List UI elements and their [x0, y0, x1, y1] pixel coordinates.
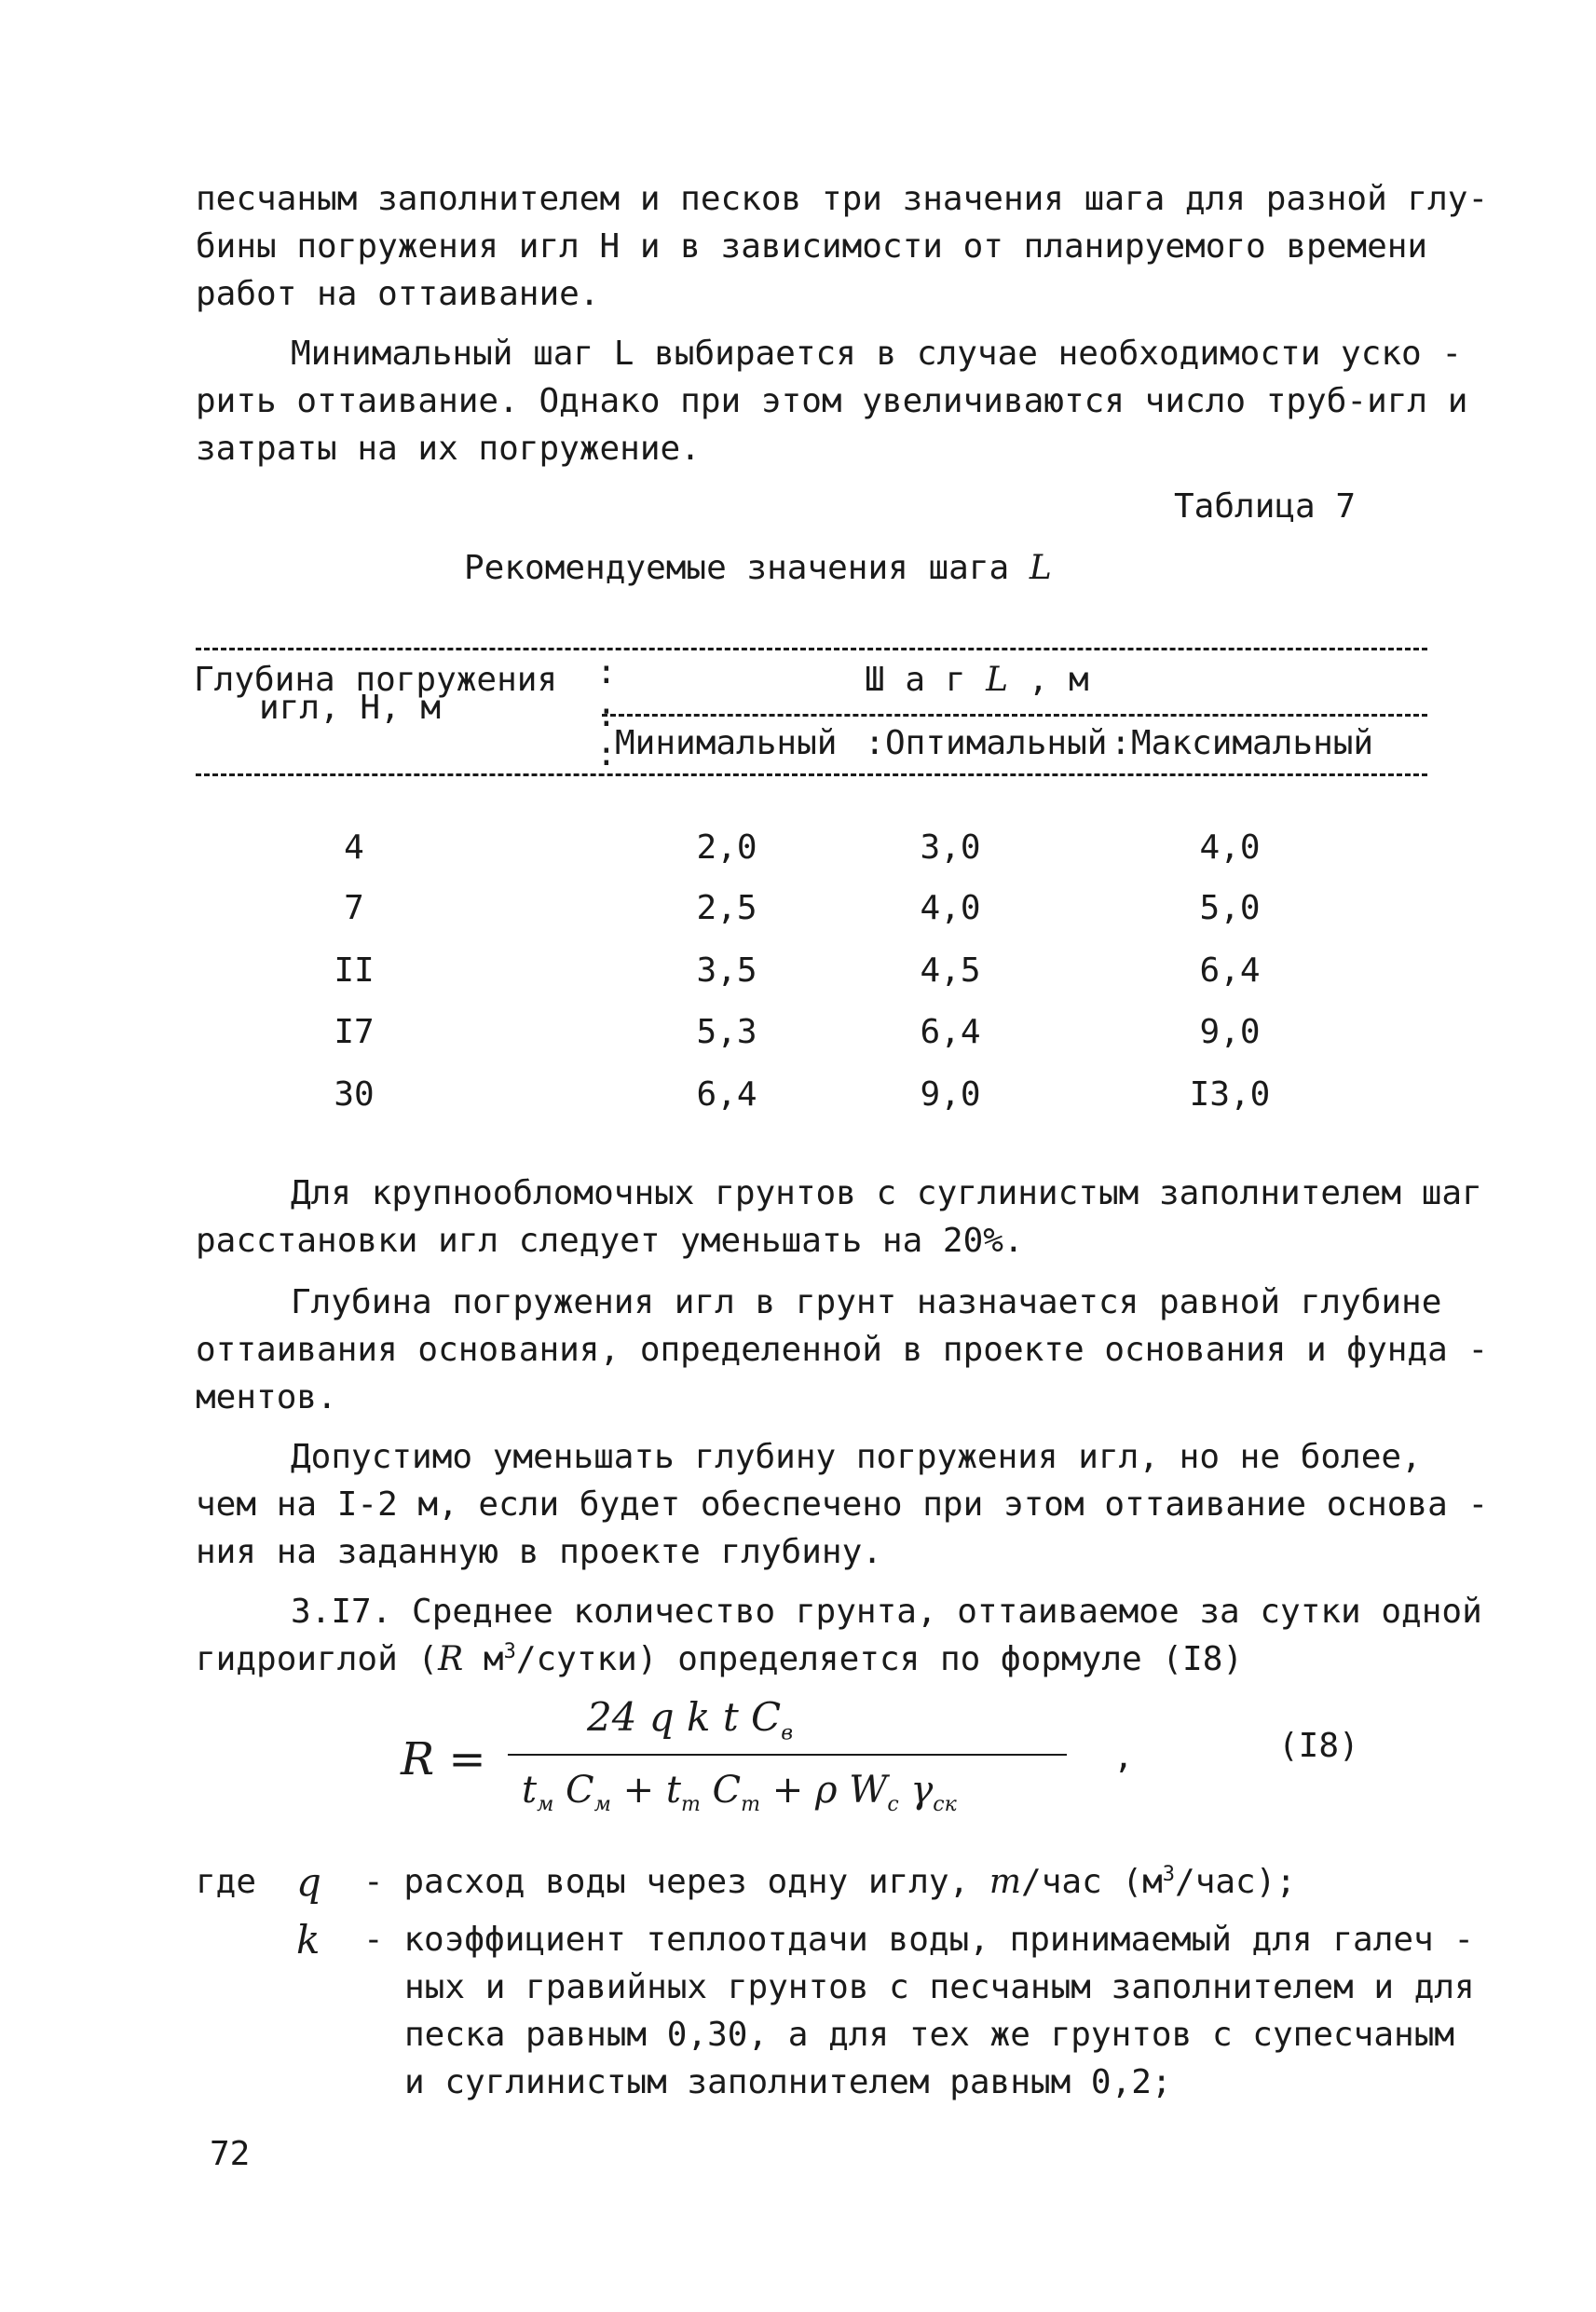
- header-colon: :: [596, 735, 617, 773]
- depth-paragraph: [196, 1279, 1488, 1421]
- text-line: Глубина погружения игл в грунт назначается равной глубине: [291, 1283, 1442, 1321]
- subscript: ск: [933, 1793, 957, 1816]
- fraction-bar: [508, 1754, 1067, 1756]
- header-colon: :: [596, 696, 617, 734]
- formula-text: γ: [898, 1769, 934, 1812]
- step-header: [865, 662, 1089, 699]
- page-number: 72: [210, 2135, 251, 2173]
- text-segment: /час (м: [1021, 1863, 1163, 1901]
- text-segment: - расход воды через одну иглу,: [363, 1863, 970, 1901]
- text-line: чем на I-2 м, если будет обеспечено при этом оттаивание основа -: [196, 1485, 1489, 1524]
- step-header-text: Ш а г: [865, 661, 966, 699]
- max-cell: 4,0: [1199, 828, 1261, 867]
- definition-q: [363, 1858, 1296, 1906]
- step-header-unit: , м: [1028, 661, 1089, 699]
- formula-numerator: [587, 1694, 794, 1745]
- subscript: т: [680, 1793, 701, 1816]
- text-line: Минимальный шаг L выбирается в случае необходимости уско -: [291, 335, 1463, 373]
- depth-cell: 4: [344, 828, 364, 867]
- subscript: в: [781, 1721, 794, 1745]
- table-caption-symbol: L: [1029, 549, 1052, 587]
- depth-header-line1: Глубина погружения: [194, 661, 558, 699]
- symbol-m: m: [989, 1863, 1022, 1901]
- text-segment: м: [463, 1640, 504, 1678]
- text-line: Допустимо уменьшать глубину погружения игл, но не более,: [291, 1438, 1422, 1476]
- text-line: оттаивания основания, определенной в проекте основания и фунда -: [196, 1331, 1489, 1369]
- text-line: 3.I7. Среднее количество грунта, оттаиваемое за сутки одной: [291, 1593, 1482, 1631]
- min-cell: 2,5: [696, 889, 757, 927]
- section-3-17-paragraph: [196, 1588, 1482, 1683]
- text-line: песчаным заполнителем и песков три значения шага для разной глу-: [196, 180, 1489, 218]
- table-number-label: Таблица 7: [1174, 487, 1357, 526]
- depth-header-line2: игл, H, м: [259, 689, 442, 727]
- max-cell: I3,0: [1189, 1075, 1271, 1114]
- max-cell: 9,0: [1199, 1013, 1261, 1051]
- text-line: ных и гравийных грунтов с песчаным заполнителем и для: [404, 1968, 1475, 2006]
- text-segment: /сутки) определяется по формуле (I8): [515, 1640, 1244, 1678]
- text-line: песка равным 0,30, а для тех же грунтов с супесчаным: [404, 2016, 1455, 2054]
- min-cell: 6,4: [696, 1075, 757, 1114]
- min-cell: 5,3: [696, 1013, 757, 1051]
- text-line: работ на оттаивание.: [196, 275, 600, 313]
- header-colon: :: [865, 724, 885, 762]
- depth-cell: 30: [334, 1075, 375, 1114]
- max-cell: 5,0: [1199, 889, 1261, 927]
- table-mid-rule: [602, 714, 1427, 717]
- subscript: м: [593, 1793, 611, 1816]
- subscript: м: [537, 1793, 554, 1816]
- depth-cell: I7: [334, 1013, 375, 1051]
- coarse-soils-paragraph: [196, 1170, 1482, 1265]
- col-header-min: Минимальный: [615, 724, 838, 762]
- table-caption-text: Рекомендуемые значения шага: [464, 549, 1010, 587]
- symbol-q: q: [296, 1859, 321, 1905]
- definition-k: [363, 1916, 1475, 2106]
- text-line: [196, 1635, 1482, 1683]
- step-header-symbol: L: [986, 661, 1008, 699]
- formula-text: C: [566, 1769, 594, 1812]
- text-segment: гидроиглой (: [196, 1640, 439, 1678]
- text-line: Для крупнообломочных грунтов с суглинистым заполнителем шаг: [291, 1174, 1482, 1212]
- opt-cell: 6,4: [920, 1013, 981, 1051]
- table-caption: [464, 544, 1052, 592]
- formula-denominator: [522, 1769, 957, 1816]
- definitions-where: где: [196, 1863, 257, 1901]
- col-header-opt: Оптимальный: [885, 724, 1108, 762]
- text-line: расстановки игл следует уменьшать на 20%.: [196, 1222, 1024, 1260]
- depth-cell: 7: [344, 889, 364, 927]
- text-line: ния на заданную в проекте глубину.: [196, 1533, 882, 1571]
- text-line: бины погружения игл H и в зависимости от планируемого времени: [196, 227, 1428, 266]
- text-line: рить оттаивание. Однако при этом увеличиваются число труб-игл и: [196, 382, 1468, 420]
- formula-text: + ρ W: [760, 1769, 888, 1812]
- min-cell: 3,5: [696, 951, 757, 990]
- opt-cell: 9,0: [920, 1075, 981, 1114]
- formula-number: (I8): [1278, 1727, 1359, 1765]
- table-header-bottom-rule: [196, 773, 1427, 776]
- symbol-r: R: [438, 1640, 464, 1678]
- min-step-paragraph: [196, 330, 1467, 472]
- formula-text: + t: [610, 1769, 681, 1812]
- subscript: т: [741, 1793, 761, 1816]
- formula-text: t: [522, 1769, 538, 1812]
- header-colon: :: [596, 653, 617, 691]
- opt-cell: 3,0: [920, 828, 981, 867]
- symbol-k: k: [296, 1917, 321, 1963]
- opt-cell: 4,5: [920, 951, 981, 990]
- header-colon: :: [1111, 724, 1131, 762]
- opt-cell: 4,0: [920, 889, 981, 927]
- subscript: с: [887, 1793, 899, 1816]
- formula-comma: ,: [1113, 1738, 1134, 1776]
- text-line: затраты на их погружение.: [196, 430, 701, 468]
- reduce-depth-paragraph: [196, 1433, 1488, 1576]
- text-line: ментов.: [196, 1378, 337, 1416]
- text-line: и суглинистым заполнителем равным 0,2;: [404, 2063, 1172, 2101]
- formula-text: C: [712, 1769, 742, 1812]
- table-top-rule: [196, 648, 1427, 650]
- formula-text: 24 q k t C: [587, 1694, 782, 1740]
- col-header-max: Максимальный: [1131, 724, 1374, 762]
- formula-lhs: R =: [401, 1733, 486, 1785]
- superscript: 3: [1162, 1863, 1176, 1886]
- max-cell: 6,4: [1199, 951, 1261, 990]
- depth-cell: II: [334, 951, 375, 990]
- text-line: - коэффициент теплоотдачи воды, принимаемый для галеч -: [363, 1921, 1475, 1959]
- intro-paragraph: [196, 175, 1488, 318]
- min-cell: 2,0: [696, 828, 757, 867]
- text-segment: /час);: [1175, 1863, 1297, 1901]
- superscript: 3: [503, 1640, 516, 1663]
